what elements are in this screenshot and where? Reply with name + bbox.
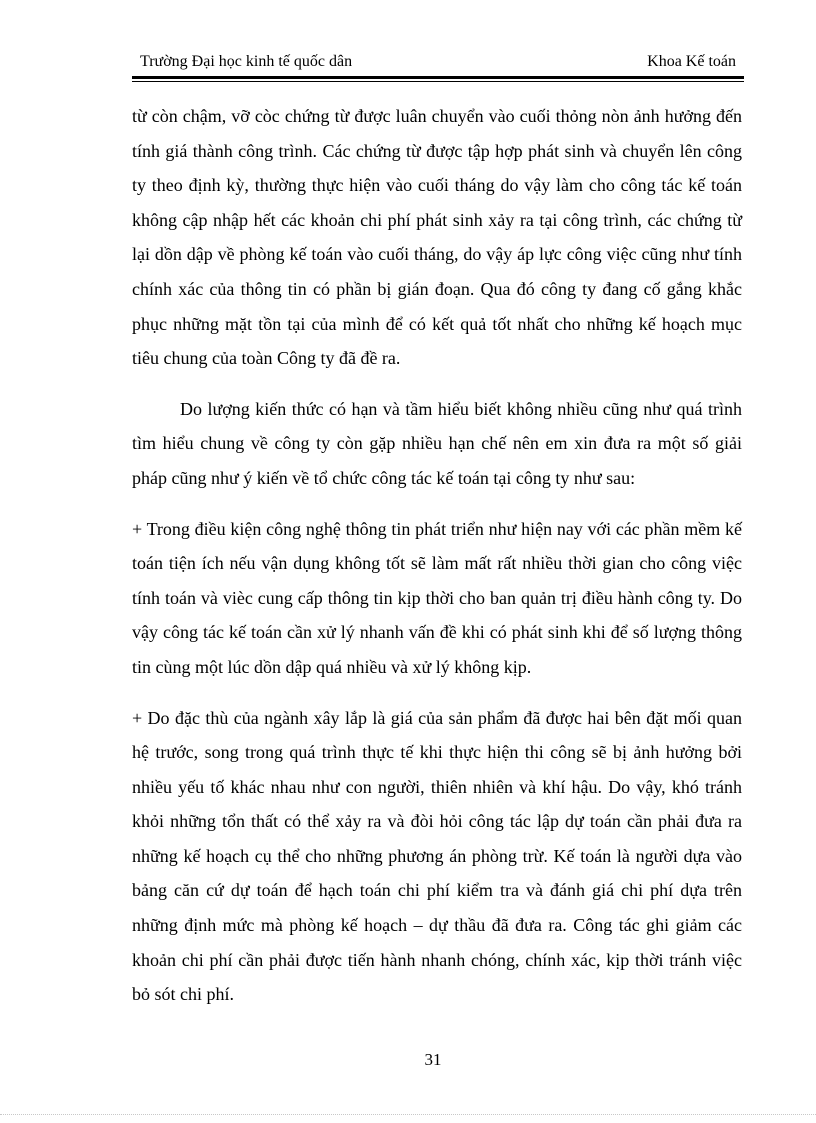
header-rule-thin [132, 81, 744, 82]
header-university: Trường Đại học kinh tế quốc dân [140, 53, 353, 70]
document-body [132, 99, 742, 1028]
paragraph-continuation: từ còn chậm, vỡ còc chứng từ được luân chuyển vào cuối thỏng nòn ảnh hưởng đến tính giá thành công trình. Các chứng từ được tập hợp phát sinh và chuyển lên công ty theo định kỳ, thường thực hiện vào cuối tháng do vậy làm cho công tác kế toán không cập nhập hết các khoản chi phí phát sinh xảy ra tại công trình, các chứng từ lại dồn dập về phòng kế toán vào cuối tháng, do vậy áp lực công việc cũng như tính chính xác của thông tin có phần bị gián đoạn. Qua đó công ty đang cố gắng khắc phục những mặt tồn tại của mình để có kết quả tốt nhất cho những kế hoạch mục tiêu chung của toàn Công ty đã đề ra. [132, 106, 742, 369]
header-department: Khoa Kế toán [647, 53, 736, 70]
paragraph-intro: Do lượng kiến thức có hạn và tầm hiểu biết không nhiều cũng như quá trình tìm hiểu chung về công ty còn gặp nhiều hạn chế nên em xin đưa ra một số giải pháp cũng như ý kiến về tổ chức công tác kế toán tại công ty như sau: [132, 398, 742, 488]
header-rule-thick [132, 76, 744, 79]
paragraph-solution-1: + Trong điều kiện công nghệ thông tin phát triển như hiện nay với các phần mềm kế toán tiện ích nếu vận dụng không tốt sẽ làm mất rất nhiều thời gian cho công việc tính toán và vièc cung cấp thông tin kịp thời cho ban quản trị điều hành công ty. Do vậy công tác kế toán cần xử lý nhanh vấn đề khi có phát sinh khi để số lượng thông tin cùng một lúc dồn dập quá nhiều và xử lý không kịp. [132, 518, 742, 677]
page-number: 31 [424, 1050, 442, 1069]
paragraph-solution-2: + Do đặc thù của ngành xây lắp là giá của sản phẩm đã được hai bên đặt mối quan hệ trước, song trong quá trình thực tế khi thực hiện thi công sẽ bị ảnh hưởng bởi nhiều yếu tố khác nhau như con người, thiên nhiên và khí hậu. Do vậy, khó tránh khỏi những tổn thất có thể xảy ra và đòi hỏi công tác lập dự toán cần phải đưa ra những kế hoạch cụ thể cho những phương án phòng trừ. Kế toán là người dựa vào bảng căn cứ dự toán để hạch toán chi phí kiểm tra và đánh giá chi phí dựa trên những định mức mà phòng kế hoạch – dự thầu đã đưa ra. Công tác ghi giảm các khoản chi phí cần phải được tiến hành nhanh chóng, chính xác, kịp thời tránh việc bỏ sót chi phí. [132, 707, 742, 1005]
page-bottom-border [0, 1114, 816, 1115]
page-header [132, 48, 744, 78]
